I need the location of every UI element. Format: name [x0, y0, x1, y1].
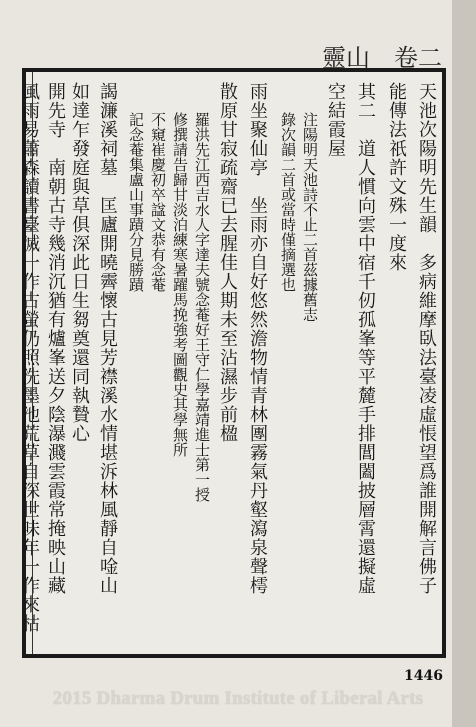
page-number: 1446 [404, 668, 443, 684]
text-column: 天池次陽明先生韻 多病維摩臥法臺凌虛悵望爲誰開解言佛子 [416, 82, 437, 595]
text-column: 開先寺 南朝古寺幾消沉猶有爐峯送夕陰瀑濺雲霞常掩映山藏 [45, 82, 66, 595]
biography-column: 記念菴集盧山事蹟分見勝蹟 [127, 112, 145, 292]
text-column: 雨坐聚仙亭 坐雨亦自好悠然澹物情青林團霧氣丹壑瀉泉聲樗 [247, 82, 268, 595]
annotation-column: 注陽明天池詩不止二首茲據舊志 [301, 112, 319, 322]
watermark: 2015 Dharma Drum Institute of Liberal Arts [52, 688, 424, 709]
biography-column: 不窺崔慶初卒諡文恭有念菴 [149, 112, 167, 292]
text-column: 風雨易蕭森讀書臺滅一作古螢仍照洗墨池荒草自深世味年一作來枯 [19, 82, 40, 633]
text-column: 其二 道人慣向雲中宿千仞孤峯等平麓手排閶闔披層霄還擬虛 [355, 82, 376, 595]
text-column: 能傳法祇許文殊一度來 [386, 82, 407, 272]
text-column: 謁濂溪祠墓 匡廬開曉霽懷古見芳襟溪水情堪泝林風靜自唫山 [97, 82, 118, 595]
text-frame [19, 68, 446, 658]
page-gutter [452, 0, 476, 727]
text-column: 空結霞屋 [325, 82, 346, 158]
text-column: 如達乍發庭與草俱深此日生芻奠還同執贄心 [69, 82, 90, 443]
running-head [22, 0, 446, 68]
annotation-column: 錄次韻二首或當時僅摘選也 [279, 112, 297, 292]
running-head-volume: 卷二 [394, 44, 442, 68]
running-head-title: 靈山 [322, 44, 370, 68]
text-column: 散原甘寂疏齋已去腥佳人期未至沾濕步前楹 [217, 82, 238, 443]
biography-column: 羅洪先江西吉水人字達夫號念菴好王守仁學嘉靖進士第一授 [193, 112, 211, 502]
biography-column: 修撰請告歸甘淡泊練寒暑躍馬挽強考圖觀史其學無所 [171, 112, 189, 457]
